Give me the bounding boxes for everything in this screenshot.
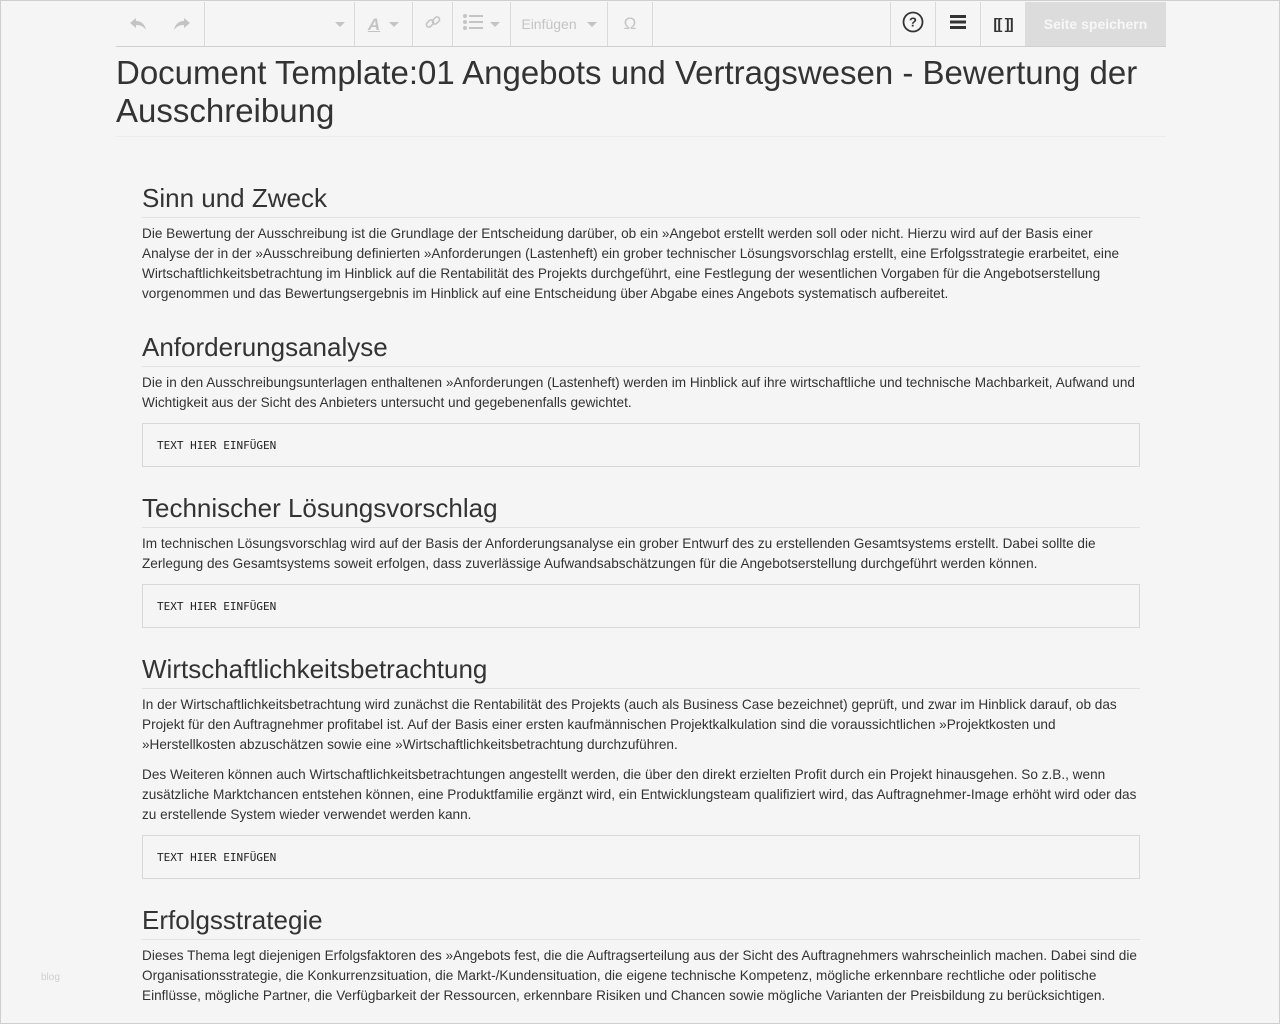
- placeholder-text-block[interactable]: TEXT HIER EINFÜGEN: [142, 584, 1140, 628]
- link-icon: [424, 13, 442, 36]
- document-body[interactable]: [142, 181, 1140, 1016]
- toolbar-spacer: [653, 2, 890, 46]
- undo-icon: [129, 17, 147, 31]
- paragraph: Die in den Ausschreibungsunterlagen enthaltenen »Anforderungen (Lastenheft) werden im Hinblick auf ihre wirtschaftliche und technische Machbarkeit, Aufwand und Wichtigkeit aus der Sicht des Anbieters untersucht und gegebenenfalls gewichtet.: [142, 375, 1135, 410]
- section-heading: Wirtschaftlichkeitsbetrachtung: [142, 652, 1140, 689]
- paragraph: Die Bewertung der Ausschreibung ist die Grundlage der Entscheidung darüber, ob ein »Angebot erstellt werden soll oder nicht. Hierzu wird auf der Basis einer Analyse der in der »Ausschreibung definierten »Anforderungen (Lastenheft) ein grober technischer Lösungsvorschlag erstellt, eine Erfolgsstrategie erarbeitet, eine Wirtschaftlichkeitsbetrachtung im Hinblick auf die Rentabilität des Projekts durchgeführt, eine Festlegung der wesentlichen Vorgaben für die Angebotserstellung vorgenommen und das Bewertungsergebnis im Hinblick auf eine Entscheidung über Abgabe eines Angebots systematisch aufbereitet.: [142, 226, 1120, 301]
- text-style-dropdown[interactable]: [355, 2, 413, 46]
- paragraph-format-dropdown[interactable]: [205, 2, 355, 46]
- chevron-down-icon: [335, 22, 345, 27]
- insert-dropdown[interactable]: [511, 2, 608, 46]
- svg-text:?: ?: [909, 14, 917, 29]
- list-dropdown[interactable]: [453, 2, 511, 46]
- section-erfolgsstrategie: [142, 903, 1140, 1006]
- redo-button[interactable]: [160, 2, 204, 46]
- page-options-menu-button[interactable]: [936, 2, 981, 46]
- wikitext-brackets-icon: [[ ]]: [993, 15, 1013, 33]
- save-page-button[interactable]: Seite speichern: [1025, 2, 1166, 46]
- chevron-down-icon: [389, 22, 399, 27]
- section-heading: Anforderungsanalyse: [142, 330, 1140, 367]
- chevron-down-icon: [490, 22, 500, 27]
- paragraph: Des Weiteren können auch Wirtschaftlichkeitsbetrachtungen angestellt werden, die über den direkt erzielten Profit durch ein Projekt hinausgehen. So z.B., wenn zusätzliche Marktchancen entstehen können, eine Produktfamilie ergänzt wird, ein Entwicklungsteam qualifiziert wird, das Auftragnehmer-Image erhöht wird oder das zu erstellende System wieder verwendet werden kann.: [142, 767, 1137, 822]
- section-wirtschaftlichkeitsbetrachtung: [142, 652, 1140, 879]
- section-technischer-loesungsvorschlag: [142, 491, 1140, 628]
- section-heading: Technischer Lösungsvorschlag: [142, 491, 1140, 528]
- text-style-icon: A: [367, 14, 381, 34]
- help-button[interactable]: [890, 2, 936, 46]
- paragraph: In der Wirtschaftlichkeitsbetrachtung wird zunächst die Rentabilität des Projekts (auch als Business Case bezeichnet) geprüft, und zwar im Hinblick darauf, ob das Projekt für den Auftragnehmer profitabel ist. Auf der Basis einer ersten kaufmännischen Projektkalkulation sind die voraussichtlichen »Projektkosten und »Herstellkosten abzuschätzen sowie eine »Wirtschaftlichkeitsbetrachtung durchzuführen.: [142, 697, 1117, 752]
- section-heading: Erfolgsstrategie: [142, 903, 1140, 940]
- section-sinn-und-zweck: [142, 181, 1140, 304]
- hamburger-menu-icon: [950, 15, 966, 34]
- undo-button[interactable]: [116, 2, 160, 46]
- source-edit-toggle[interactable]: [981, 2, 1025, 46]
- page-title: Document Template:01 Angebots und Vertragswesen - Bewertung der Ausschreibung: [116, 54, 1166, 137]
- history-group: [116, 2, 205, 46]
- omega-icon: Ω: [623, 14, 637, 33]
- redo-icon: [173, 17, 191, 31]
- placeholder-text-block[interactable]: TEXT HIER EINFÜGEN: [142, 423, 1140, 467]
- bulleted-list-icon: [463, 14, 483, 35]
- paragraph: Dieses Thema legt diejenigen Erfolgsfaktoren des »Angebots fest, die die Auftragserteilung aus der Sicht des Auftragnehmers wahrscheinlich machen. Dabei sind die Organisationsstrategie, die Konkurrenzsituation, die Markt-/Kundensituation, die eigene technische Kompetenz, mögliche erkennbare rechtliche oder politische Einflüsse, mögliche Partner, die Verfügbarkeit der Ressourcen, erkennbare Risiken und Chancen sowie mögliche Varianten der Preisbildung zu berücksichtigen.: [142, 948, 1137, 1003]
- help-icon: [902, 11, 924, 38]
- insert-label: Einfügen: [521, 16, 577, 32]
- link-button[interactable]: [413, 2, 453, 46]
- placeholder-text-block[interactable]: TEXT HIER EINFÜGEN: [142, 835, 1140, 879]
- section-anforderungsanalyse: [142, 330, 1140, 467]
- special-character-button[interactable]: [608, 2, 653, 46]
- section-heading: Sinn und Zweck: [142, 181, 1140, 218]
- chevron-down-icon: [587, 22, 597, 27]
- editor-toolbar: [116, 2, 1166, 47]
- paragraph: Im technischen Lösungsvorschlag wird auf der Basis der Anforderungsanalyse ein grober Entwurf des zu erstellenden Gesamtsystems erstellt. Dabei sollte die Zerlegung des Gesamtsystems soweit erfolgen, dass zuverlässige Aufwandsabschätzungen für die Angebotserstellung durchgeführt werden können.: [142, 536, 1096, 571]
- watermark-text: blog: [41, 972, 60, 983]
